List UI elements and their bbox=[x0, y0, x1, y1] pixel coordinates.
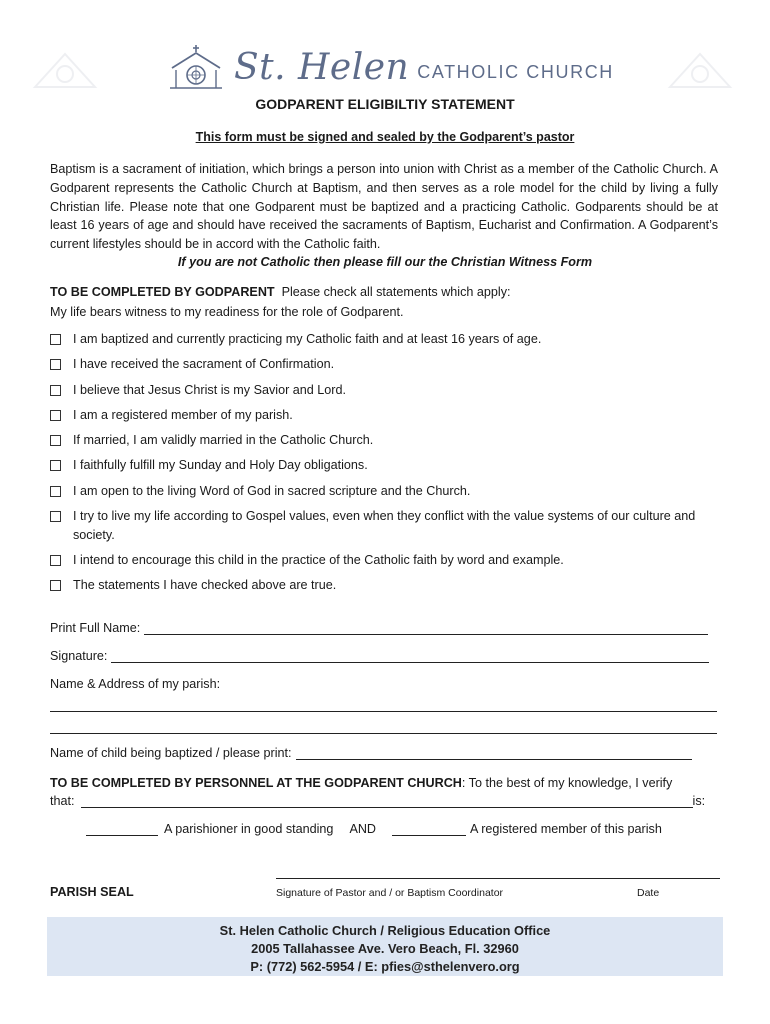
parish-field-line-2[interactable] bbox=[50, 733, 717, 734]
statement-item bbox=[50, 406, 730, 425]
watermark-church-left bbox=[30, 42, 100, 92]
and-label: AND bbox=[349, 822, 377, 836]
signature-field[interactable] bbox=[111, 648, 709, 663]
statement-checkbox[interactable] bbox=[50, 435, 61, 446]
verify-row bbox=[50, 793, 720, 808]
statement-checkbox[interactable] bbox=[50, 555, 61, 566]
child-name-label: Name of child being baptized / please print: bbox=[50, 746, 292, 760]
statement-item bbox=[50, 355, 730, 374]
parish-seal-label: PARISH SEAL bbox=[50, 885, 134, 899]
parish-row bbox=[50, 677, 220, 691]
statement-text: I am a registered member of my parish. bbox=[73, 407, 293, 422]
statement-text: I faithfully fulfill my Sunday and Holy Day obligations. bbox=[73, 458, 368, 473]
statement-item bbox=[50, 482, 730, 501]
statement-checkbox[interactable] bbox=[50, 580, 61, 591]
statement-checkbox[interactable] bbox=[50, 359, 61, 370]
footer-contact-box bbox=[47, 917, 723, 976]
pastor-signature-line[interactable] bbox=[276, 878, 720, 879]
footer-contact: P: (772) 562-5954 / E: pfies@sthelenvero.org bbox=[250, 959, 520, 974]
statement-item bbox=[50, 330, 730, 349]
date-caption: Date bbox=[637, 887, 660, 899]
that-label: that: bbox=[50, 794, 75, 808]
good-standing-blank[interactable] bbox=[86, 821, 158, 836]
letterhead bbox=[0, 40, 770, 98]
form-subtitle: This form must be signed and sealed by the Godparent’s pastor bbox=[195, 130, 575, 144]
intro-paragraph: Baptism is a sacrament of initiation, which brings a person into union with Christ as a member of the Catholic Church. A Godparent represents the Catholic Church at Baptism, and then serves as a role model for the child by living a fully Christian life. Please note that one Godparent must be baptized and a practicing Catholic. Godparents should be at least 16 years of age and should have received the sacraments of Baptism, Eucharist and Confirmation. A Godparent’s current lifestyles should be in accord with the Catholic faith. bbox=[50, 162, 718, 252]
statement-text: I believe that Jesus Christ is my Savior and Lord. bbox=[73, 382, 346, 397]
statement-checkbox[interactable] bbox=[50, 486, 61, 497]
statement-text: The statements I have checked above are true. bbox=[73, 578, 337, 593]
watermark-church-right bbox=[665, 42, 735, 92]
logo-script-text: St. Helen bbox=[234, 46, 410, 88]
registered-member-blank[interactable] bbox=[392, 821, 466, 836]
signature-row bbox=[50, 648, 709, 663]
statement-checkbox[interactable] bbox=[50, 385, 61, 396]
personnel-text: : To the best of my knowledge, I verify bbox=[461, 776, 673, 790]
parish-label: Name & Address of my parish: bbox=[50, 677, 221, 691]
is-label: is: bbox=[692, 794, 706, 808]
statement-item bbox=[50, 576, 730, 595]
statement-checkbox[interactable] bbox=[50, 511, 61, 522]
statement-checkbox[interactable] bbox=[50, 410, 61, 421]
verified-name-field[interactable] bbox=[81, 793, 693, 808]
registered-member-label: A registered member of this parish bbox=[470, 822, 662, 836]
statement-checkbox[interactable] bbox=[50, 460, 61, 471]
church-logo bbox=[168, 44, 614, 90]
statement-item bbox=[50, 507, 730, 544]
signature-label: Signature: bbox=[50, 649, 108, 663]
full-name-row bbox=[50, 620, 708, 635]
statement-item bbox=[50, 456, 730, 475]
statement-checklist bbox=[50, 330, 730, 601]
statement-item bbox=[50, 431, 730, 450]
godparent-section-heading bbox=[50, 285, 511, 299]
child-name-row bbox=[50, 745, 692, 760]
logo-caps-text: CATHOLIC CHURCH bbox=[417, 61, 614, 82]
parish-field-line-1[interactable] bbox=[50, 711, 717, 712]
statement-text: I intend to encourage this child in the practice of the Catholic faith by word and example. bbox=[73, 552, 564, 567]
statement-text: I have received the sacrament of Confirmation. bbox=[73, 357, 335, 372]
statement-checkbox[interactable] bbox=[50, 334, 61, 345]
child-name-field[interactable] bbox=[296, 745, 692, 760]
personnel-heading: TO BE COMPLETED BY PERSONNEL AT THE GODPARENT CHURCH bbox=[50, 776, 462, 790]
full-name-label: Print Full Name: bbox=[50, 621, 141, 635]
good-standing-label: A parishioner in good standing bbox=[164, 822, 334, 836]
statement-text: If married, I am validly married in the Catholic Church. bbox=[73, 433, 374, 448]
godparent-heading-label: TO BE COMPLETED BY GODPARENT bbox=[50, 285, 275, 299]
pastor-signature-caption: Signature of Pastor and / or Baptism Coordinator bbox=[276, 887, 504, 899]
footer-address: 2005 Tallahassee Ave. Vero Beach, Fl. 32960 bbox=[251, 941, 519, 956]
godparent-instruction: Please check all statements which apply: bbox=[281, 285, 511, 299]
statement-text: I try to live my life according to Gospel values, even when they conflict with the value systems of our culture and society. bbox=[73, 509, 696, 542]
statement-item bbox=[50, 551, 730, 570]
statement-text: I am open to the living Word of God in sacred scripture and the Church. bbox=[73, 483, 471, 498]
personnel-section bbox=[50, 773, 720, 793]
statement-item bbox=[50, 381, 730, 400]
footer-office: St. Helen Catholic Church / Religious Education Office bbox=[219, 923, 551, 938]
statement-text: I am baptized and currently practicing my Catholic faith and at least 16 years of age. bbox=[73, 332, 542, 346]
full-name-field[interactable] bbox=[144, 620, 708, 635]
membership-options bbox=[86, 821, 662, 836]
christian-witness-note: If you are not Catholic then please fill our the Christian Witness Form bbox=[177, 255, 593, 269]
godparent-readiness-line: My life bears witness to my readiness for the role of Godparent. bbox=[50, 305, 404, 319]
church-building-icon bbox=[168, 44, 224, 90]
form-title: GODPARENT ELIGIBILTIY STATEMENT bbox=[255, 96, 515, 112]
